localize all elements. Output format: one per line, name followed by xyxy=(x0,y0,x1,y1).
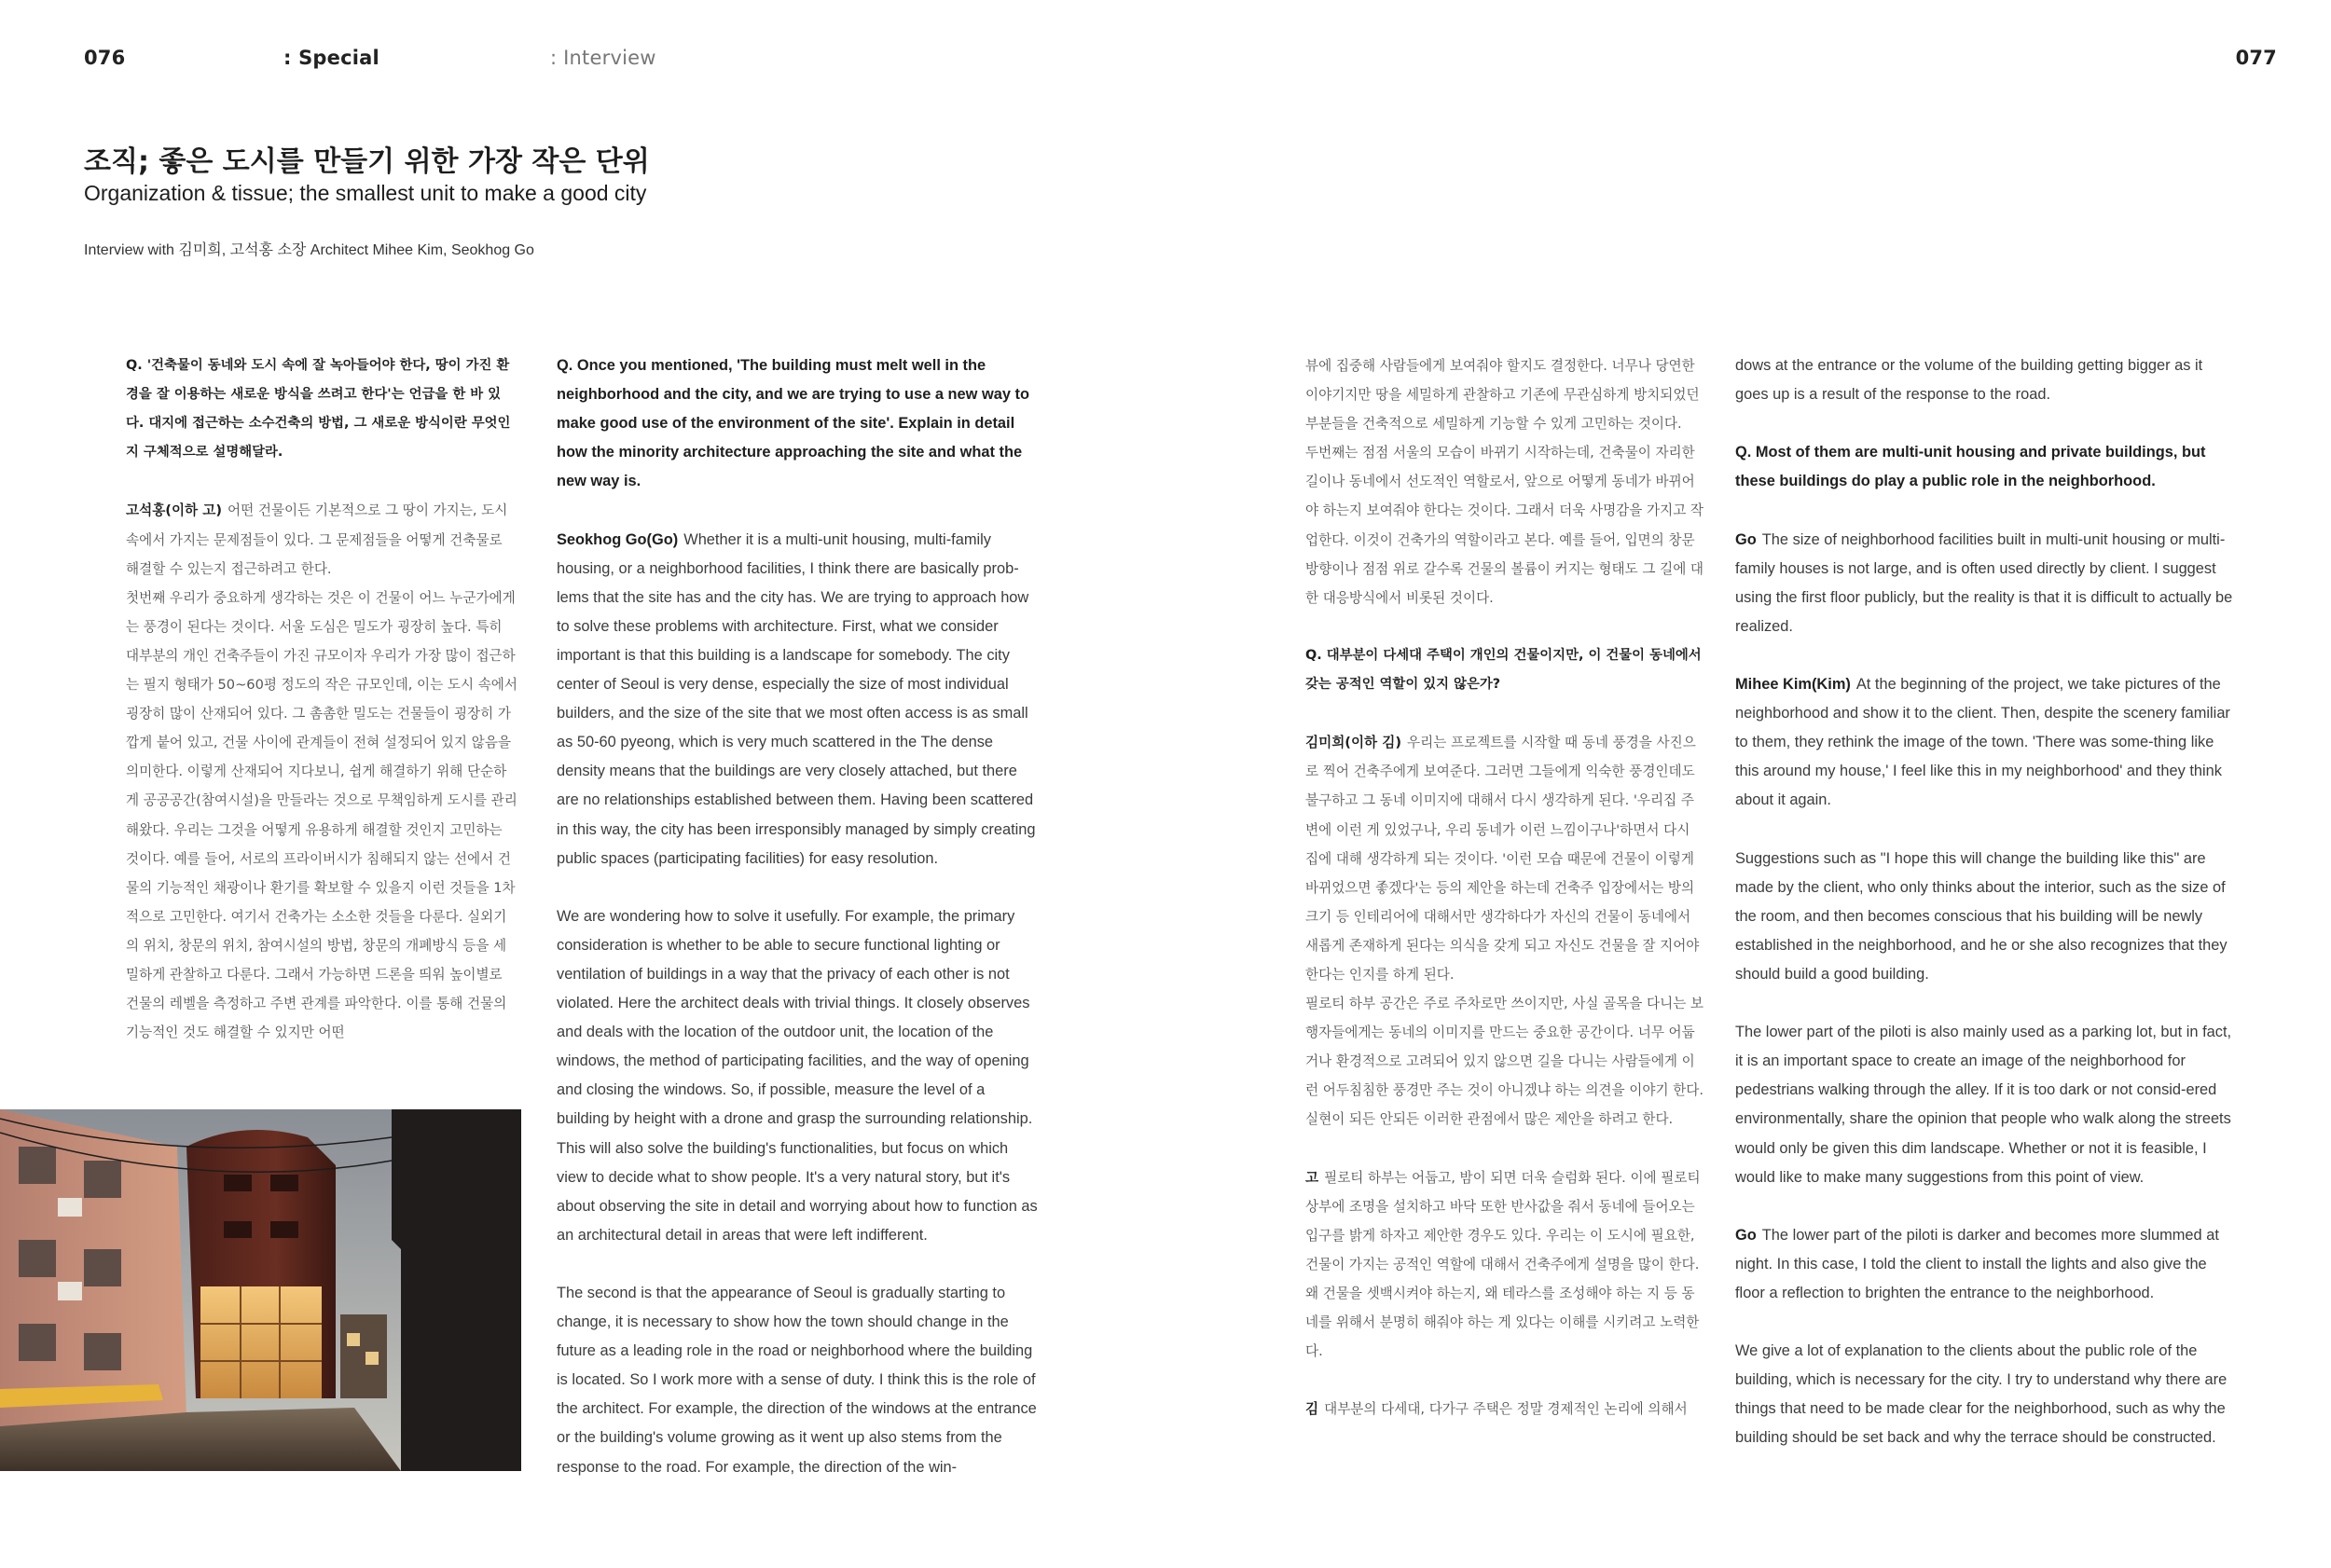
answer-2-english xyxy=(1735,526,2239,641)
answer-3-korean xyxy=(1305,1163,1706,1367)
section-label: : Special xyxy=(283,47,379,69)
paragraph: The lower part of the piloti is also mainly used as a parking lot, but in fact, it is an important space to create an image of the neighborhood for pedestrians walking through the alley. If it is too dark or not consid-ered environmentally, share the opinion that people who walk along the streets would only be given this dim landscape. Whether or not it is feasible, I would like to make many suggestions from this point of view. xyxy=(1735,1024,2232,1186)
column-korean-right xyxy=(1305,351,1706,1424)
byline: Interview with 김미희, 고석홍 소장 Architect Mihee Kim, Seokhog Go xyxy=(84,242,534,258)
speaker-label: Go xyxy=(1735,1226,1757,1244)
question-1-korean: Q. '건축물이 동네와 도시 속에 잘 녹아들어야 한다, 땅이 가진 환경을 잘 이용하는 새로운 방식을 쓰려고 한다'는 언급을 한 바 있다. 대지에 접근하는 소수건축의 방법, 그 새로운 방식이란 무엇인지 구체적으로 설명해달라. xyxy=(126,358,511,461)
answer-4-english xyxy=(1735,1221,2239,1308)
speaker-label: Go xyxy=(1735,530,1757,548)
street-photo xyxy=(0,1109,521,1471)
speaker-label: 김미희(이하 김) xyxy=(1305,735,1402,751)
answer-4-korean xyxy=(1305,1395,1706,1424)
question-1-english: Q. Once you mentioned, 'The building must melt well in the neighborhood and the city, and we are trying to use a new way to make good use of the environment of the site'. Explain in detail how the minority architecture approaching the site and what the new way is. xyxy=(557,357,1029,490)
paragraph: We give a lot of explanation to the clients about the public role of the building, which is necessary for the city. I try to understand why there are things that need to be made clear for the neighborhood, such as why the building should be set back and why the terrace should be constructed. xyxy=(1735,1342,2228,1447)
article-title-english: Organization & tissue; the smallest unit to make a good city xyxy=(84,181,647,205)
speaker-label: 고석홍(이하 고) xyxy=(126,502,223,519)
column-english-left xyxy=(557,351,1041,1482)
question-2-korean: Q. 대부분이 다세대 주택이 개인의 건물이지만, 이 건물이 동네에서 갖는 공적인 역할이 있지 않은가? xyxy=(1305,647,1702,693)
paragraph: At the beginning of the project, we take pictures of the neighborhood and show it to the client. Then, despite the scenery familiar to them, they rethink the image of the town. 'There was some-thing like this around my house,' I feel like this in my neighborhood' and they think about it again. xyxy=(1735,676,2230,809)
paragraph: 어떤 건물이든 기본적으로 그 땅이 가지는, 도시 속에서 가지는 문제점들이 있다. 그 문제점들을 어떻게 건축물로 해결할 수 있는지 접근하려고 한다. xyxy=(126,502,508,577)
answer-3-english xyxy=(1735,670,2239,815)
page-number-right: 077 xyxy=(2235,47,2277,69)
paragraph: 뷰에 집중해 사람들에게 보여줘야 할지도 결정한다. 너무나 당연한 이야기지만 땅을 세밀하게 관찰하고 기존에 무관심하게 방치되었던 부분들을 건축적으로 세밀하게 기능할 수 있게 고민하는 것이다. xyxy=(1305,358,1700,433)
page-number-left: 076 xyxy=(84,47,126,69)
speaker-label: Seokhog Go(Go) xyxy=(557,530,679,548)
column-korean-left xyxy=(126,351,517,1047)
paragraph: The lower part of the piloti is darker and becomes more slummed at night. In this case, I told the client to install the lights and also give the floor a reflection to brighten the entrance to the neighborhood. xyxy=(1735,1226,2219,1301)
answer-1-korean xyxy=(126,496,517,583)
paragraph: 필로티 하부는 어둡고, 밤이 되면 더욱 슬럼화 된다. 이에 필로티 상부에 조명을 설치하고 바닥 또한 반사값을 줘서 동네에 들어오는 입구를 밝게 하자고 제안한 경우도 있다. 우리는 이 도시에 필요한, 건물이 가지는 공적인 역할에 대해서 건축주에게 설명을 많이 한다. 왜 건물을 셋백시켜야 하는지, 왜 테라스를 조성해야 하는 지 등 동네를 위해서 분명히 해줘야 하는 게 있다는 이해를 시키려고 노력한다. xyxy=(1305,1169,1701,1360)
speaker-label: 김 xyxy=(1305,1401,1319,1418)
paragraph: 두번째는 점점 서울의 모습이 바뀌기 시작하는데, 건축물이 자리한 길이나 동네에서 선도적인 역할로서, 앞으로 어떻게 동네가 바뀌어야 하는지 보여줘야 한다는 것이다. 그래서 더욱 사명감을 가지고 작업한다. 이것이 건축가의 역할이라고 본다. 예를 들어, 입면의 창문 방향이나 점점 위로 갈수록 건물의 볼륨이 커지는 형태도 그 길에 대한 대응방식에서 비롯된 것이다. xyxy=(1305,445,1704,606)
paragraph: 우리는 프로젝트를 시작할 때 동네 풍경을 사진으로 찍어 건축주에게 보여준다. 그러면 그들에게 익숙한 풍경인데도 불구하고 그 동네 이미지에 대해서 다시 생각하게 된다. '우리집 주변에 이런 게 있었구나, 우리 동네가 이런 느낌이구나'하면서 다시 집에 대해 생각하게 되는 것이다. '이런 모습 때문에 건물이 이렇게 바뀌었으면 좋겠다'는 등의 제안을 하는데 건축주 입장에서는 방의 크기 등 인테리어에 대해서만 생각하다가 자신의 건물이 동네에서 새롭게 존재하게 된다는 의식을 갖게 되고 자신도 건물을 잘 지어야 한다는 인지를 하게 된다. xyxy=(1305,735,1700,983)
article-title-korean: 조직; 좋은 도시를 만들기 위한 가장 작은 단위 xyxy=(84,145,650,178)
street-photo-image xyxy=(0,1109,521,1471)
paragraph: 필로티 하부 공간은 주로 주차로만 쓰이지만, 사실 골목을 다니는 보행자들에게는 동네의 이미지를 만드는 중요한 공간이다. 너무 어둡거나 환경적으로 고려되어 있지 않으면 길을 다니는 사람들에게 이런 어두침침한 풍경만 주는 것이 아니겠냐 하는 의견을 이야기 한다. 실현이 되든 안되든 이러한 관점에서 많은 제안을 하려고 한다. xyxy=(1305,996,1704,1128)
answer-2-korean xyxy=(1305,728,1706,989)
paragraph: 대부분의 다세대, 다가구 주택은 정말 경제적인 논리에 의해서 xyxy=(1324,1401,1688,1418)
speaker-label: 고 xyxy=(1305,1169,1319,1186)
answer-1-english xyxy=(557,526,1041,873)
speaker-label: Mihee Kim(Kim) xyxy=(1735,676,1851,694)
paragraph: The size of neighborhood facilities built in multi-unit housing or multi-family houses is not large, and is often used directly by client. I suggest using the first floor publicly, but the reality is that it is difficult to actually be realized. xyxy=(1735,530,2233,635)
paragraph: Whether it is a multi-unit housing, multi-family housing, or a neighborhood facilities, I think there are basically prob-lems that the site has and the city has. We are trying to approach how to solve these problems with architecture. First, what we consider important is that this building is a landscape for somebody. The city center of Seoul is very dense, especially the size of most individual builders, and the size of the site that we most often access is as small as 50-60 pyeong, which is very much scattered in the The dense density means that the buildings are very closely attached, but there are no relationships established between them. Having been scattered in this way, the city has been irresponsibly managed by simply creating public spaces (participating facilities) for easy resolution. xyxy=(557,530,1036,867)
paragraph: The second is that the appearance of Seoul is gradually starting to change, it is necessary to show how the town should change in the future as a leading role in the road or neighborhood where the building is located. So I work more with a sense of duty. I think this is the role of the architect. For example, the direction of the windows at the entrance or the building's volume growing as it went up also stems from the response to the road. For example, the direction of the win- xyxy=(557,1285,1037,1476)
column-english-right xyxy=(1735,351,2239,1453)
subsection-label: : Interview xyxy=(550,47,656,69)
paragraph: We are wondering how to solve it usefully. For example, the primary consideration is whether to be able to secure functional lighting or ventilation of buildings in a way that the privacy of each other is not violated. Here the architect deals with trivial things. It closely observes and deals with the location of the outdoor unit, the location of the windows, the method of participating facilities, and the way of opening and closing the windows. So, if possible, measure the level of a building by height with a drone and grasp the surrounding relationship. This will also solve the building's functionalities, but focus on which view to decide what to show people. It's a very natural story, but it's about observing the site in detail and worrying about how to function as an architectural detail in areas that were left indifferent. xyxy=(557,907,1038,1244)
paragraph: 첫번째 우리가 중요하게 생각하는 것은 이 건물이 어느 누군가에게는 풍경이 된다는 것이다. 서울 도심은 밀도가 굉장히 높다. 특히 대부분의 개인 건축주들이 가진 규모이자 우리가 가장 많이 접근하는 필지 형태가 50~60평 정도의 작은 규모인데, 이는 도시 속에서 굉장히 많이 산재되어 있다. 그 촘촘한 밀도는 건물들이 굉장히 가깝게 붙어 있고, 건물 사이에 관계들이 전혀 설정되어 있지 않음을 의미한다. 이렇게 산재되어 지다보니, 쉽게 해결하기 위해 단순하게 공공공간(참여시설)을 만들라는 것으로 무책임하게 도시를 관리해왔다. 우리는 그것을 어떻게 유용하게 해결할 것인지 고민하는 것이다. 예를 들어, 서로의 프라이버시가 침해되지 않는 선에서 건물의 기능적인 채광이나 환기를 확보할 수 있을지 이런 것들을 1차적으로 고민한다. 여기서 건축가는 소소한 것들을 다룬다. 실외기의 위치, 창문의 위치, 참여시설의 방법, 창문의 개폐방식 등을 세밀하게 관찰하고 다룬다. 그래서 가능하면 드론을 띄워 높이별로 건물의 레벨을 측정하고 주변 관계를 파악한다. 이를 통해 건물의 기능적인 것도 해결할 수 있지만 어떤 xyxy=(126,589,518,1041)
paragraph: Suggestions such as "I hope this will change the building like this" are made by the client, who only thinks about the interior, such as the size of the room, and then becomes conscious that his building will be newly established in the neighborhood, and he or she also recognizes that they should build a good building. xyxy=(1735,849,2228,983)
question-2-english: Q. Most of them are multi-unit housing and private buildings, but these buildings do play a public role in the neighborhood. xyxy=(1735,444,2206,490)
paragraph: dows at the entrance or the volume of the building getting bigger as it goes up is a result of the response to the road. xyxy=(1735,357,2203,404)
